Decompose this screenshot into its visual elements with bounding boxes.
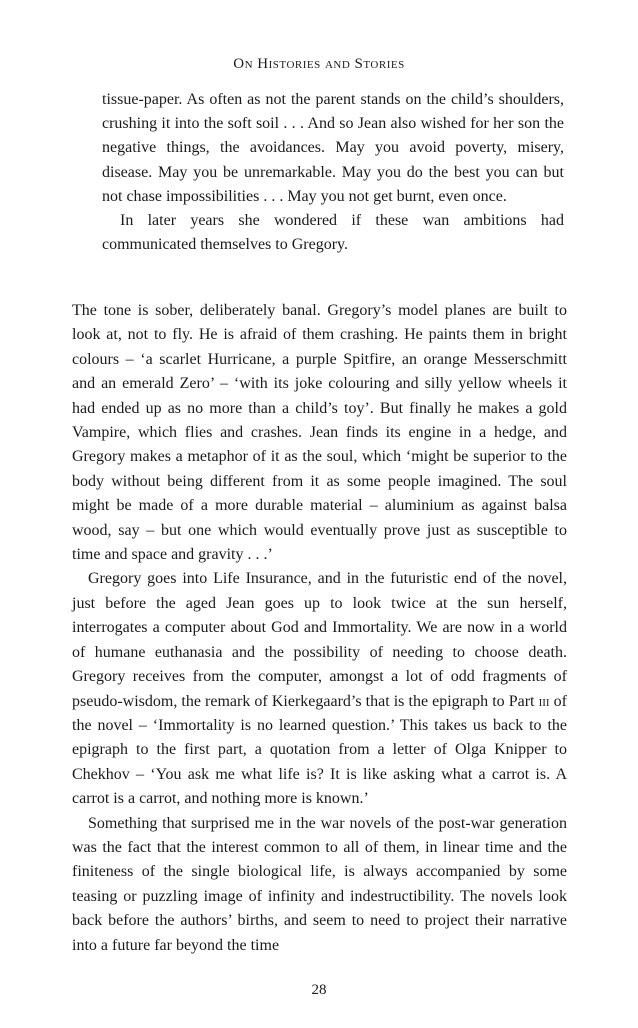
body-paragraph-3: Something that surprised me in the war novels of the post-war generation was the fact that the interest common to all of them, in linear time and the finiteness of the single biological life, is always accompanied by some teasing or puzzling image of infinity and indestructibility. The novels look back before the authors’ births, and seem to need to project their narrative into a future far beyond the time [72,814,567,954]
running-head: On Histories and Stories [233,56,405,72]
body-paragraph-2-part-b: of the novel – ‘Immortality is no learned question.’ This takes us back to the epigraph to the first part, a quotation from a letter of Olga Knipper to Chekhov – ‘You ask me what life is? It is like asking what a carrot is. A carrot is a carrot, and nothing more is known.’ [72,692,568,808]
page-number: 28 [311,982,327,998]
main-text [72,299,567,958]
body-paragraph-2 [72,567,567,811]
block-quote [102,88,564,257]
block-quote-paragraph-1: tissue-paper. As often as not the parent stands on the child’s shoulders, crushing it into the soft soil . . . And so Jean also wished for her son the negative things, the avoidances. May you avoid poverty, misery, disease. May you be unremarkable. May you do the best you can but not chase impossibilities . . . May you not get burnt, even once. [102,91,564,205]
part-number-small-caps: iii [538,692,550,710]
body-paragraph-1: The tone is sober, deliberately banal. Gregory’s model planes are built to look at, not to fly. He is afraid of them crashing. He paints them in bright colours – ‘a scarlet Hurricane, a purple Spitfire, an orange Messerschmitt and an emerald Zero’ – ‘with its joke colouring and silly yellow wheels it had ended up as no more than a child’s toy’. But finally he makes a gold Vampire, which flies and crashes. Jean finds its engine in a hedge, and Gregory makes a metaphor of it as the soul, which ‘might be superior to the body without being different from it as some people imagined. The soul might be made of a more durable material – aluminium as against balsa wood, say – but one which would eventually prove just as susceptible to time and space and gravity . . .’ [72,302,567,564]
body-paragraph-2-part-a: Gregory goes into Life Insurance, and in the futuristic end of the novel, just before the aged Jean goes up to look twice at the sun herself, interrogates a computer about God and Immortality. We are now in a world of humane euthanasia and the possibility of needing to choose death. Gregory receives from the computer, amongst a lot of odd fragments of pseudo-wisdom, the remark of Kierkegaard’s that is the epigraph to Part [72,570,567,710]
block-quote-paragraph-2: In later years she wondered if these wan ambitions had communicated themselves to Gregory. [102,212,564,254]
